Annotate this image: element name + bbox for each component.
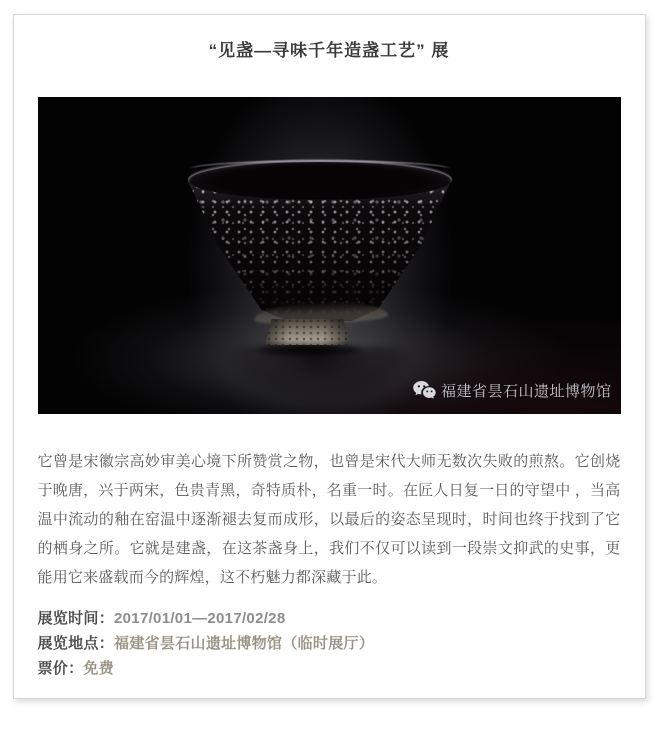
article-paragraph: 它曾是宋徽宗高妙审美心境下所赞赏之物，也曾是宋代大师无数次失败的煎熬。它创烧于晚唐，兴于两宋，色贵青黑，奇特质朴，名重一时。在匠人日复一日的守望中 ，当高温中流动的釉在窑温中逐渐褪去复而成形，以最后的姿态呈现时，时间也终于找到了它的栖身之所。它就是建盏，在这茶盏身上，我们不仅可以读到一段崇文抑武的史事，更能用它来盛载而今的辉煌，这不朽魅力都深藏于此。 [37,453,621,586]
exhibition-info [38,606,621,681]
info-row-time [38,606,621,631]
info-row-venue [38,631,621,656]
tea-bowl-rim [188,160,452,200]
photo-watermark [413,380,612,401]
bowl-reflection [223,347,417,414]
page-title: “见盏—寻味千年造盏工艺” 展 [208,41,450,60]
info-row-ticket [38,656,621,681]
tea-bowl-foot [266,319,350,345]
info-label-venue: 展览地点： [37,635,115,652]
wechat-icon [413,381,436,400]
info-label-time: 展览时间： [37,610,115,627]
info-value-time: 2017/01/01—2017/02/28 [114,610,286,627]
info-value-venue: 福建省昙石山遗址博物馆（临时展厅） [114,635,375,652]
info-value-ticket: 免费 [83,660,115,677]
watermark-label: 福建省昙石山遗址博物馆 [440,383,612,400]
tea-bowl-body [188,179,452,321]
article-card [13,14,646,699]
info-label-ticket: 票价： [37,660,84,677]
exhibit-photo[interactable] [38,97,621,414]
